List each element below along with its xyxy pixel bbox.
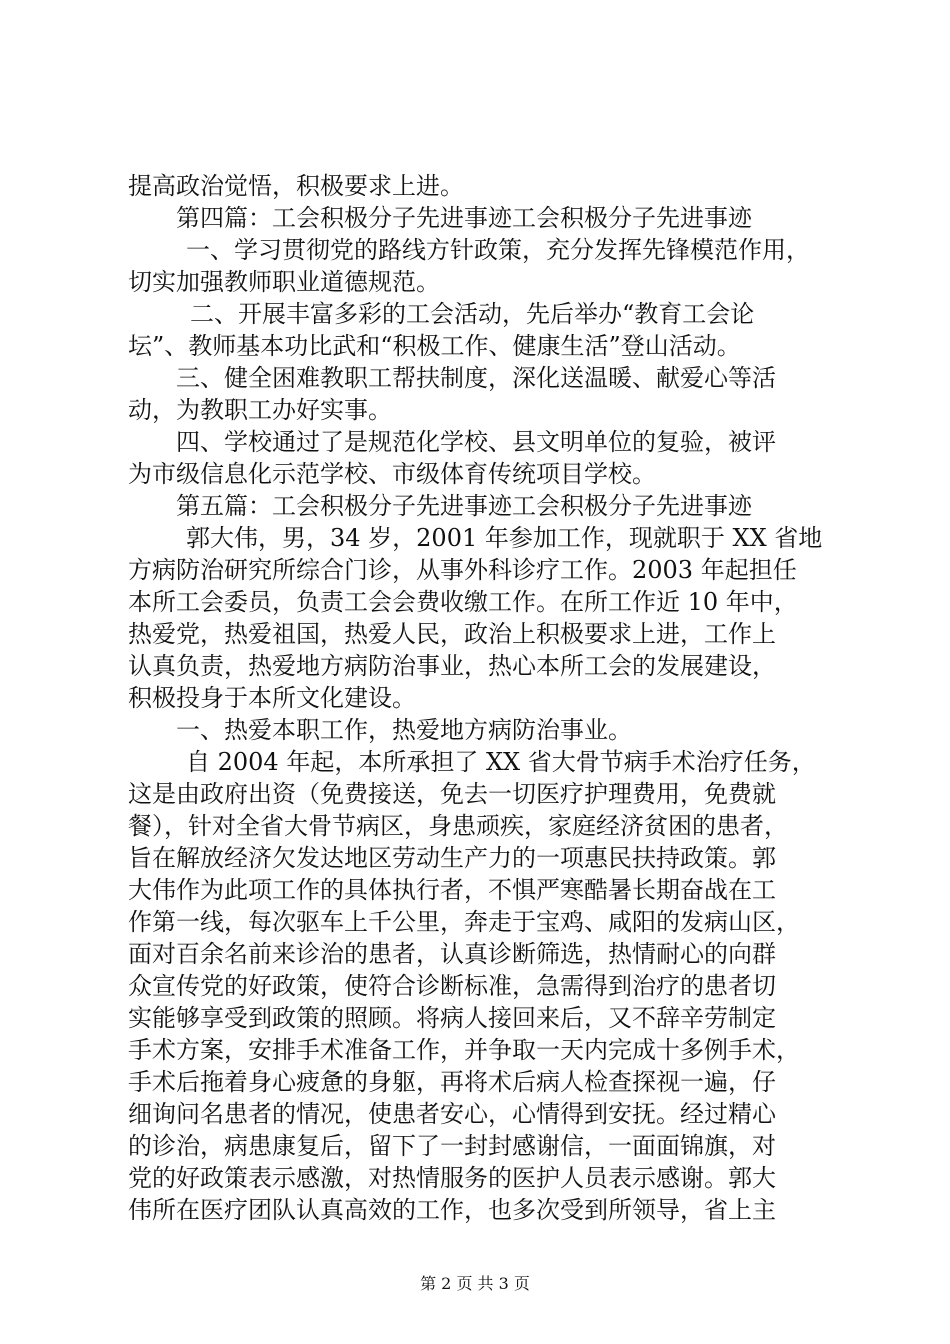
- text-line: 郭大伟，男，34 岁，2001 年参加工作，现就职于 XX 省地: [186, 524, 823, 552]
- text-line: 手术后拖着身心疲惫的身躯，再将术后病人检查探视一遍，仔: [128, 1068, 776, 1096]
- text-line: 本所工会委员，负责工会会费收缴工作。在所工作近 10 年中，: [128, 588, 798, 616]
- text-line: 实能够享受到政策的照顾。将病人接回来后，又不辞辛劳制定: [128, 1004, 776, 1032]
- text-line: 四、学校通过了是规范化学校、县文明单位的复验，被评: [176, 428, 776, 456]
- text-line: 为市级信息化示范学校、市级体育传统项目学校。: [128, 460, 656, 488]
- text-line: 党的好政策表示感激，对热情服务的医护人员表示感谢。郭大: [128, 1164, 776, 1192]
- text-line: 自 2004 年起，本所承担了 XX 省大骨节病手术治疗任务，: [186, 748, 816, 776]
- text-line: 伟所在医疗团队认真高效的工作，也多次受到所领导，省上主: [128, 1196, 776, 1224]
- text-line: 这是由政府出资（免费接送，免去一切医疗护理费用，免费就: [128, 780, 776, 808]
- text-line: 坛”、教师基本功比武和“积极工作、健康生活”登山活动。: [128, 332, 741, 360]
- text-line: 三、健全困难教职工帮扶制度，深化送温暖、献爱心等活: [176, 364, 776, 392]
- text-line: 众宣传党的好政策，使符合诊断标准，急需得到治疗的患者切: [128, 972, 776, 1000]
- text-line: 面对百余名前来诊治的患者，认真诊断筛选，热情耐心的向群: [128, 940, 776, 968]
- text-line: 手术方案，安排手术准备工作，并争取一天内完成十多例手术，: [128, 1036, 800, 1064]
- text-line: 一、学习贯彻党的路线方针政策，充分发挥先锋模范作用，: [186, 236, 810, 264]
- page-footer: 第 2 页 共 3 页: [420, 1274, 530, 1293]
- text-line: 积极投身于本所文化建设。: [128, 684, 416, 712]
- section-heading: 第五篇：工会积极分子先进事迹工会积极分子先进事迹: [176, 492, 752, 520]
- subheading: 一、热爱本职工作，热爱地方病防治事业。: [176, 716, 632, 744]
- text-line: 切实加强教师职业道德规范。: [128, 268, 440, 296]
- text-line: 提高政治觉悟，积极要求上进。: [128, 172, 464, 200]
- section-heading: 第四篇：工会积极分子先进事迹工会积极分子先进事迹: [176, 204, 752, 232]
- text-line: 的诊治，病患康复后，留下了一封封感谢信，一面面锦旗，对: [128, 1132, 776, 1160]
- text-line: 二、开展丰富多彩的工会活动，先后举办“教育工会论: [190, 300, 755, 328]
- text-line: 大伟作为此项工作的具体执行者，不惧严寒酷暑长期奋战在工: [128, 876, 776, 904]
- text-line: 动，为教职工办好实事。: [128, 396, 392, 424]
- text-line: 认真负责，热爱地方病防治事业，热心本所工会的发展建设，: [128, 652, 776, 680]
- text-line: 热爱党，热爱祖国，热爱人民，政治上积极要求上进，工作上: [128, 620, 776, 648]
- body-text: [128, 170, 828, 1226]
- text-line: 餐），针对全省大骨节病区，身患顽疾，家庭经济贫困的患者，: [128, 812, 788, 840]
- text-line: 旨在解放经济欠发达地区劳动生产力的一项惠民扶持政策。郭: [128, 844, 776, 872]
- text-line: 方病防治研究所综合门诊，从事外科诊疗工作。2003 年起担任: [128, 556, 797, 584]
- text-line: 细询问名患者的情况，使患者安心，心情得到安抚。经过精心: [128, 1100, 776, 1128]
- text-line: 作第一线，每次驱车上千公里，奔走于宝鸡、咸阳的发病山区，: [128, 908, 800, 936]
